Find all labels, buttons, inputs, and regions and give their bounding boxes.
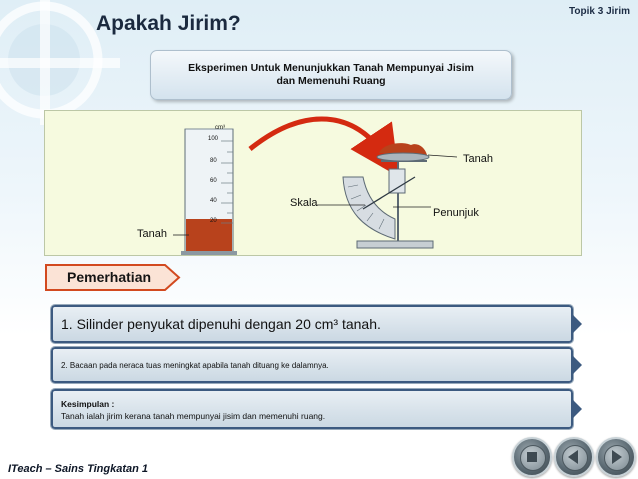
cylinder-tick-60: 60: [210, 178, 217, 184]
pour-arrow: [250, 119, 385, 156]
label-soil-right: Tanah: [463, 153, 493, 165]
previous-button[interactable]: [554, 437, 594, 477]
label-scale: Skala: [290, 197, 318, 209]
conclusion-text: Tanah ialah jirim kerana tanah mempunyai jisim dan memenuhi ruang.: [61, 411, 326, 421]
observation-point-1: [50, 304, 574, 344]
observation-point-2: [50, 346, 574, 384]
home-button[interactable]: [512, 437, 552, 477]
next-button[interactable]: [596, 437, 636, 477]
observation-heading-text: Pemerhatian: [67, 269, 152, 285]
cylinder-unit: cm³: [215, 125, 225, 131]
cylinder-tick-20: 20: [210, 218, 217, 224]
topic-label: Topik 3 Jirim: [569, 6, 630, 17]
label-pointer: Penunjuk: [433, 207, 479, 219]
experiment-illustration: [45, 111, 581, 255]
lever-balance: [343, 143, 433, 248]
cylinder-tick-80: 80: [210, 158, 217, 164]
measuring-cylinder: [181, 129, 237, 255]
cylinder-tick-100: 100: [208, 136, 219, 142]
conclusion-title: Kesimpulan :: [61, 399, 115, 409]
experiment-figure: [44, 110, 582, 256]
observation-point-2-text: 2. Bacaan pada neraca tuas meningkat apabila tanah dituang ke dalamnya.: [61, 361, 329, 370]
conclusion-box: [50, 388, 574, 430]
footer-text: ITeach – Sains Tingkatan 1: [8, 463, 148, 475]
observation-point-1-text: 1. Silinder penyukat dipenuhi dengan 20 cm³ tanah.: [61, 316, 381, 332]
page-title: Apakah Jirim?: [96, 12, 241, 35]
observation-heading: [45, 264, 181, 291]
label-soil-left: Tanah: [137, 228, 167, 240]
cylinder-tick-40: 40: [210, 198, 217, 204]
experiment-subtitle: Eksperimen Untuk Menunjukkan Tanah Mempunyai Jisim dan Memenuhi Ruang: [150, 50, 512, 100]
